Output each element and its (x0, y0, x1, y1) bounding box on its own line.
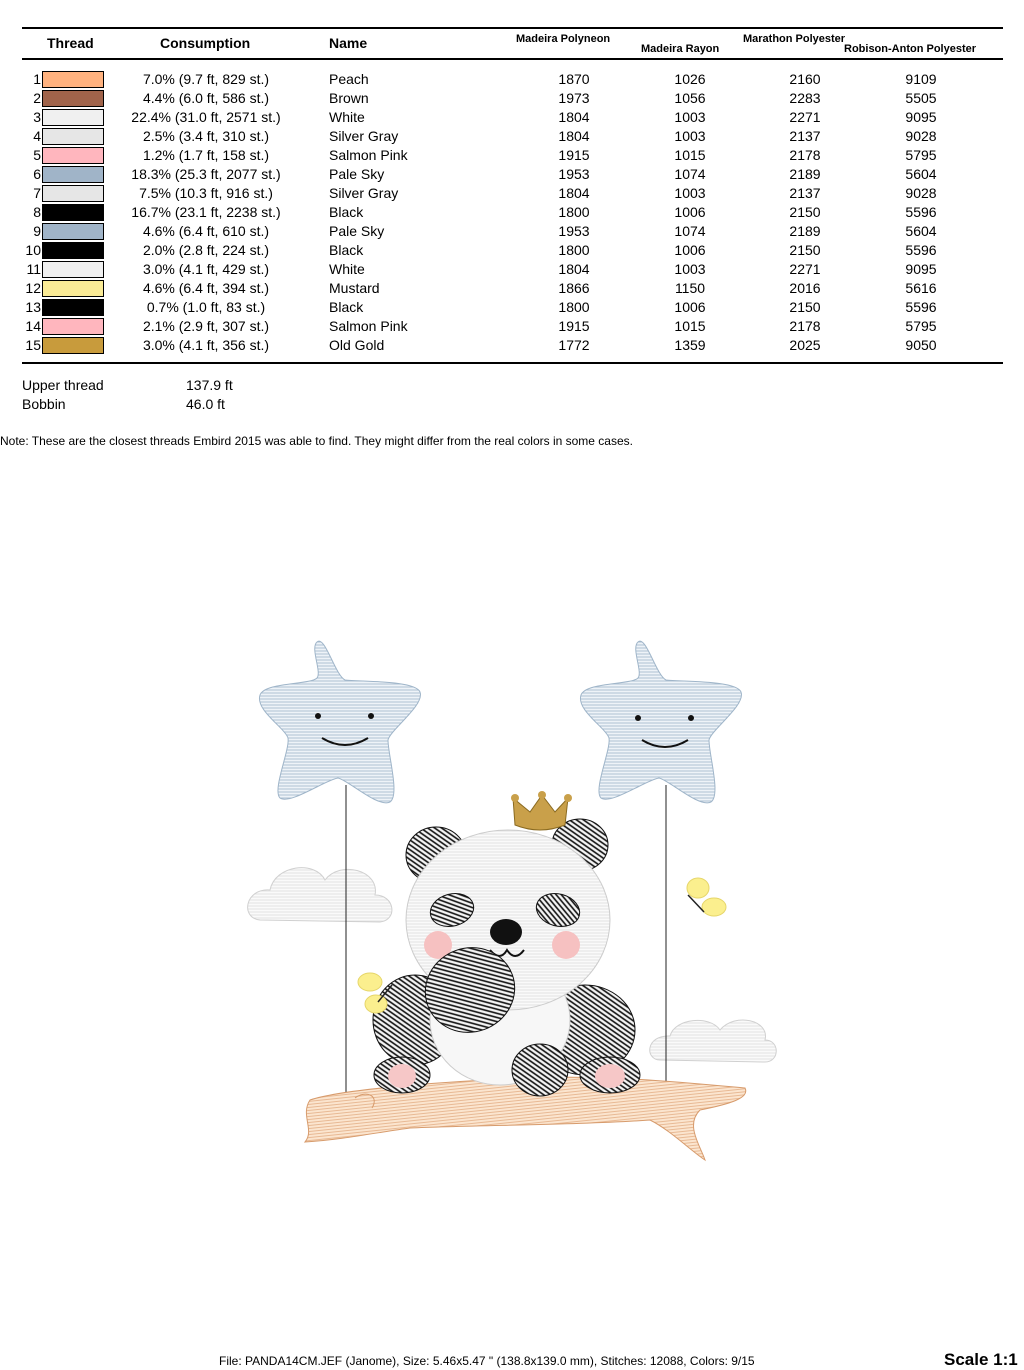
consumption-cell: 16.7% (23.1 ft, 2238 st.) (131, 204, 281, 220)
thread-number: 5 (33, 147, 41, 163)
consumption-cell: 0.7% (1.0 ft, 83 st.) (146, 299, 266, 315)
robison-cell: 5795 (905, 147, 937, 163)
madeira-rayon-cell: 1074 (674, 166, 706, 182)
robison-cell: 5596 (905, 242, 937, 258)
color-swatch (42, 147, 104, 164)
top-rule (22, 27, 1003, 29)
consumption-cell: 7.0% (9.7 ft, 829 st.) (142, 71, 270, 87)
marathon-cell: 2189 (789, 166, 821, 182)
consumption-cell: 3.0% (4.1 ft, 429 st.) (142, 261, 270, 277)
marathon-cell: 2283 (789, 90, 821, 106)
color-swatch (42, 71, 104, 88)
madeira-polyneon-cell: 1870 (558, 71, 590, 87)
robison-cell: 9028 (905, 128, 937, 144)
cloud-left (248, 868, 392, 922)
thread-name-cell: Old Gold (329, 337, 385, 353)
consumption-cell: 22.4% (31.0 ft, 2571 st.) (131, 109, 281, 125)
table-row (0, 127, 1024, 146)
thread-name-cell: Pale Sky (329, 166, 385, 182)
madeira-polyneon-cell: 1772 (558, 337, 590, 353)
marathon-cell: 2150 (789, 204, 821, 220)
table-row (0, 260, 1024, 279)
thread-name-cell: Silver Gray (329, 185, 399, 201)
madeira-rayon-cell: 1359 (674, 337, 706, 353)
thread-number: 14 (25, 318, 41, 334)
robison-cell: 5596 (905, 204, 937, 220)
embroidery-preview (230, 620, 800, 1180)
thread-name-cell: Black (329, 204, 364, 220)
madeira-rayon-cell: 1015 (674, 147, 706, 163)
madeira-polyneon-cell: 1800 (558, 204, 590, 220)
color-swatch (42, 109, 104, 126)
robison-cell: 9109 (905, 71, 937, 87)
madeira-polyneon-cell: 1915 (558, 318, 590, 334)
header-madeira-rayon: Madeira Rayon (641, 43, 720, 55)
robison-cell: 5604 (905, 223, 937, 239)
thread-number: 15 (25, 337, 41, 353)
robison-cell: 9095 (905, 261, 937, 277)
thread-number: 10 (25, 242, 41, 258)
color-swatch (42, 128, 104, 145)
robison-cell: 5604 (905, 166, 937, 182)
consumption-cell: 18.3% (25.3 ft, 2077 st.) (131, 166, 281, 182)
thread-number: 6 (33, 166, 41, 182)
thread-name-cell: Peach (329, 71, 369, 87)
robison-cell: 5596 (905, 299, 937, 315)
madeira-rayon-cell: 1074 (674, 223, 706, 239)
thread-name-cell: Salmon Pink (329, 147, 408, 163)
consumption-cell: 3.0% (4.1 ft, 356 st.) (142, 337, 270, 353)
scale-label: Scale 1:1 (944, 1350, 1018, 1369)
thread-number: 1 (33, 71, 41, 87)
star-right (580, 641, 741, 803)
madeira-rayon-cell: 1003 (674, 128, 706, 144)
madeira-polyneon-cell: 1915 (558, 147, 590, 163)
thread-number: 12 (25, 280, 41, 296)
marathon-cell: 2189 (789, 223, 821, 239)
consumption-cell: 1.2% (1.7 ft, 158 st.) (142, 147, 270, 163)
color-swatch (42, 90, 104, 107)
robison-cell: 9095 (905, 109, 937, 125)
color-swatch (42, 280, 104, 297)
madeira-rayon-cell: 1006 (674, 299, 706, 315)
butterfly-right (687, 878, 726, 916)
madeira-rayon-cell: 1003 (674, 185, 706, 201)
bottom-rule (22, 362, 1003, 364)
madeira-rayon-cell: 1003 (674, 109, 706, 125)
thread-name-cell: Salmon Pink (329, 318, 408, 334)
table-row (0, 203, 1024, 222)
marathon-cell: 2160 (789, 71, 821, 87)
madeira-rayon-cell: 1003 (674, 261, 706, 277)
madeira-rayon-cell: 1056 (674, 90, 706, 106)
madeira-polyneon-cell: 1804 (558, 185, 590, 201)
header-name: Name (329, 35, 368, 51)
madeira-polyneon-cell: 1800 (558, 299, 590, 315)
marathon-cell: 2178 (789, 147, 821, 163)
madeira-rayon-cell: 1015 (674, 318, 706, 334)
robison-cell: 9050 (905, 337, 937, 353)
consumption-cell: 4.4% (6.0 ft, 586 st.) (142, 90, 270, 106)
madeira-polyneon-cell: 1866 (558, 280, 590, 296)
color-swatch (42, 166, 104, 183)
upper-thread-value: 137.9 ft (186, 377, 233, 393)
table-row (0, 222, 1024, 241)
marathon-cell: 2150 (789, 299, 821, 315)
thread-number: 9 (33, 223, 41, 239)
madeira-polyneon-cell: 1804 (558, 128, 590, 144)
robison-cell: 9028 (905, 185, 937, 201)
bobbin-label: Bobbin (22, 396, 66, 412)
header-madeira-polyneon: Madeira Polyneon (516, 33, 611, 45)
marathon-cell: 2271 (789, 261, 821, 277)
consumption-cell: 2.1% (2.9 ft, 307 st.) (142, 318, 270, 334)
marathon-cell: 2137 (789, 185, 821, 201)
table-row (0, 108, 1024, 127)
robison-cell: 5505 (905, 90, 937, 106)
madeira-rayon-cell: 1006 (674, 242, 706, 258)
color-swatch (42, 185, 104, 202)
upper-thread-label: Upper thread (22, 377, 104, 393)
consumption-cell: 2.0% (2.8 ft, 224 st.) (142, 242, 270, 258)
header-rule (22, 58, 1003, 60)
table-row (0, 241, 1024, 260)
color-swatch (42, 318, 104, 335)
madeira-rayon-cell: 1150 (674, 280, 706, 296)
robison-cell: 5795 (905, 318, 937, 334)
consumption-cell: 2.5% (3.4 ft, 310 st.) (142, 128, 270, 144)
madeira-rayon-cell: 1026 (674, 71, 706, 87)
thread-number: 8 (33, 204, 41, 220)
consumption-cell: 4.6% (6.4 ft, 610 st.) (142, 223, 270, 239)
header-thread: Thread (47, 35, 94, 51)
madeira-polyneon-cell: 1953 (558, 223, 590, 239)
color-swatch (42, 223, 104, 240)
thread-name-cell: Mustard (329, 280, 380, 296)
thread-number: 3 (33, 109, 41, 125)
thread-number: 2 (33, 90, 41, 106)
bobbin-value: 46.0 ft (186, 396, 225, 412)
thread-name-cell: Black (329, 242, 364, 258)
thread-name-cell: White (329, 261, 365, 277)
star-left (259, 641, 420, 803)
robison-cell: 5616 (905, 280, 937, 296)
color-swatch (42, 242, 104, 259)
thread-name-cell: Brown (329, 90, 369, 106)
consumption-cell: 4.6% (6.4 ft, 394 st.) (142, 280, 270, 296)
madeira-polyneon-cell: 1800 (558, 242, 590, 258)
marathon-cell: 2178 (789, 318, 821, 334)
thread-name-cell: Pale Sky (329, 223, 385, 239)
cloud-right (650, 1020, 776, 1062)
table-row (0, 184, 1024, 203)
table-row (0, 298, 1024, 317)
thread-name-cell: Silver Gray (329, 128, 399, 144)
madeira-rayon-cell: 1006 (674, 204, 706, 220)
madeira-polyneon-cell: 1804 (558, 261, 590, 277)
table-row (0, 89, 1024, 108)
header-robison-anton: Robison-Anton Polyester (844, 43, 977, 55)
madeira-polyneon-cell: 1804 (558, 109, 590, 125)
color-swatch (42, 299, 104, 316)
thread-number: 4 (33, 128, 41, 144)
thread-number: 7 (33, 185, 41, 201)
thread-number: 13 (25, 299, 41, 315)
madeira-polyneon-cell: 1973 (558, 90, 590, 106)
table-row (0, 70, 1024, 89)
header-marathon-polyester: Marathon Polyester (743, 33, 846, 45)
marathon-cell: 2137 (789, 128, 821, 144)
madeira-polyneon-cell: 1953 (558, 166, 590, 182)
table-row (0, 146, 1024, 165)
marathon-cell: 2150 (789, 242, 821, 258)
table-row (0, 336, 1024, 355)
thread-name-cell: White (329, 109, 365, 125)
file-info: File: PANDA14CM.JEF (Janome), Size: 5.46x5.47 " (138.8x139.0 mm), Stitches: 12088, Colors: 9/15 (219, 1354, 755, 1368)
color-swatch (42, 261, 104, 278)
color-swatch (42, 204, 104, 221)
thread-number: 11 (26, 261, 41, 277)
consumption-cell: 7.5% (10.3 ft, 916 st.) (139, 185, 273, 201)
table-row (0, 165, 1024, 184)
panda (373, 791, 640, 1096)
header-consumption: Consumption (160, 35, 251, 51)
thread-name-cell: Black (329, 299, 364, 315)
marathon-cell: 2025 (789, 337, 821, 353)
table-row (0, 279, 1024, 298)
marathon-cell: 2016 (789, 280, 821, 296)
table-row (0, 317, 1024, 336)
marathon-cell: 2271 (789, 109, 821, 125)
note-text: Note: These are the closest threads Embird 2015 was able to find. They might differ from the real colors in some cases. (0, 434, 633, 448)
color-swatch (42, 337, 104, 354)
